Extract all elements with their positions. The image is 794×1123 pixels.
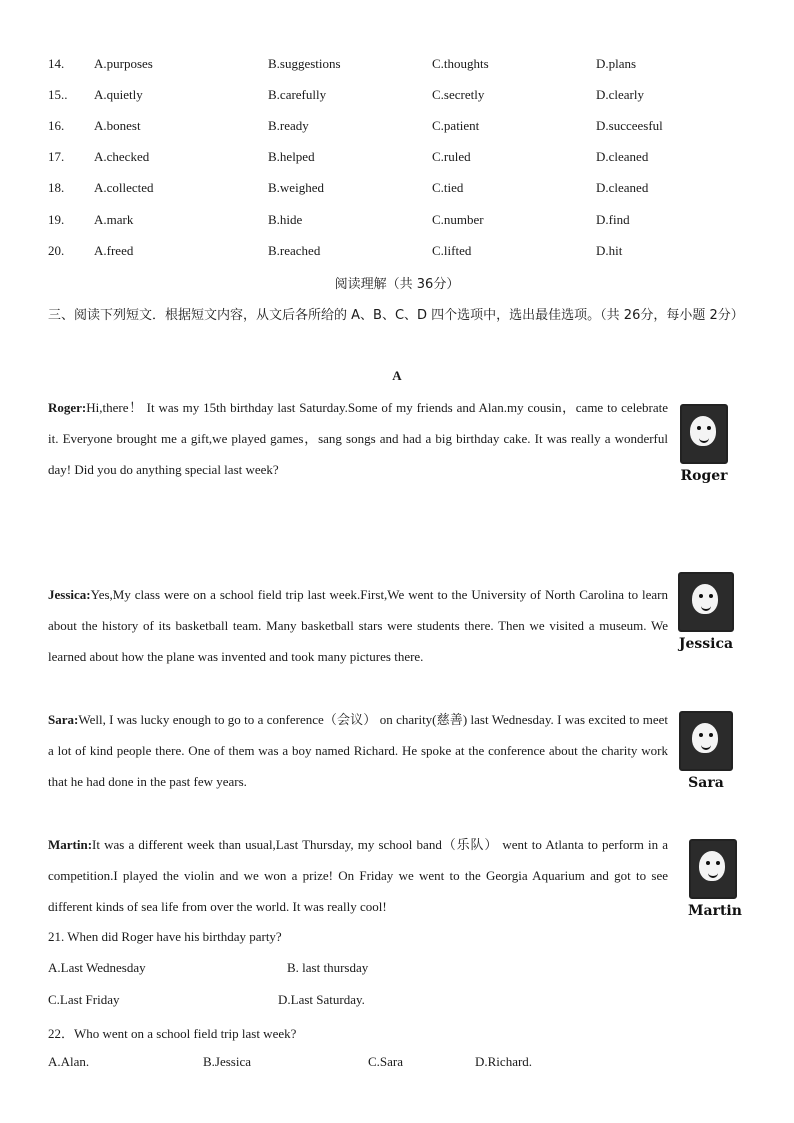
avatar-caption: Jessica: [678, 636, 734, 652]
answer-option-c: C.Last Friday: [48, 992, 120, 1007]
person-icon: [679, 711, 733, 771]
avatar-martin: [688, 839, 742, 919]
person-icon: [689, 839, 737, 899]
question-stem: 22．Who went on a school field trip last week?: [48, 1026, 297, 1041]
speaker-name: Jessica:: [48, 587, 91, 602]
option-d: D.hit: [596, 243, 623, 258]
option-d: D.cleaned: [596, 149, 649, 164]
speaker-name: Sara:: [48, 712, 79, 727]
option-a: A.quietly: [94, 87, 143, 102]
speaker-paragraph: [48, 829, 668, 922]
avatar-roger: [680, 404, 728, 484]
answer-option-d: D.Last Saturday.: [278, 992, 365, 1007]
avatar-caption: Sara: [688, 775, 724, 791]
passage-label: A: [392, 368, 402, 383]
item-number: 15..: [48, 87, 68, 102]
option-a: A.collected: [94, 180, 154, 195]
speaker-paragraph: [48, 704, 668, 797]
option-c: C.patient: [432, 118, 480, 133]
person-icon: [678, 572, 734, 632]
option-c: C.ruled: [432, 149, 471, 164]
option-d: D.succeesful: [596, 118, 663, 133]
avatar-caption: Roger: [680, 468, 728, 484]
cloze-row: [0, 243, 794, 263]
option-b: B.suggestions: [268, 56, 341, 71]
option-c: C.tied: [432, 180, 464, 195]
item-number: 20.: [48, 243, 65, 258]
option-b: B.hide: [268, 212, 303, 227]
question-stem: 21. When did Roger have his birthday party?: [48, 929, 282, 944]
item-number: 16.: [48, 118, 65, 133]
speaker-paragraph: [48, 392, 668, 485]
option-b: B.helped: [268, 149, 315, 164]
item-number: 18.: [48, 180, 65, 195]
answer-option-a: A.Alan.: [48, 1054, 90, 1069]
speaker-text: Well, I was lucky enough to go to a conference（会议） on charity(慈善) last Wednesday. I was excited to meet a lot of kind people there. One of them was a boy named Richard. He spoke at the conference about the charity work that he had done in the past few years.: [48, 712, 668, 789]
option-b: B.carefully: [268, 87, 327, 102]
option-d: D.find: [596, 212, 630, 227]
option-c: C.thoughts: [432, 56, 489, 71]
option-a: A.freed: [94, 243, 134, 258]
answer-option-d: D.Richard.: [475, 1054, 533, 1069]
option-a: A.purposes: [94, 56, 153, 71]
answer-option-b: B.Jessica: [203, 1054, 252, 1069]
person-icon: [680, 404, 728, 464]
speaker-name: Roger:: [48, 400, 87, 415]
avatar-sara: [678, 711, 734, 791]
speaker-paragraph: [48, 579, 668, 672]
cloze-row: [0, 180, 794, 200]
option-b: B.ready: [268, 118, 309, 133]
cloze-row: [0, 87, 794, 107]
option-a: A.mark: [94, 212, 134, 227]
option-d: D.plans: [596, 56, 637, 71]
option-c: C.number: [432, 212, 484, 227]
speaker-text: Hi,there！ It was my 15th birthday last Saturday.Some of my friends and Alan.my cousin，came to celebrate it. Everyone brought me a gift,we played games，sang songs and had a big birthday cake. It was really a wonderful day! Did you do anything special last week?: [48, 400, 668, 477]
cloze-row: [0, 56, 794, 76]
option-d: D.clearly: [596, 87, 645, 102]
avatar-jessica: [676, 572, 736, 652]
speaker-text: Yes,My class were on a school field trip last week.First,We went to the University of North Carolina to learn about the history of its basketball team. Many basketball stars were students there. Then we visited a museum. We learned about how the plane was invented and took many pictures there.: [48, 587, 668, 664]
option-c: C.secretly: [432, 87, 485, 102]
option-b: B.weighed: [268, 180, 324, 195]
answer-option-c: C.Sara: [368, 1054, 404, 1069]
option-d: D.cleaned: [596, 180, 649, 195]
option-c: C.lifted: [432, 243, 472, 258]
speaker-name: Martin:: [48, 837, 93, 852]
speaker-text: It was a different week than usual,Last Thursday, my school band（乐队） went to Atlanta to perform in a competition.I played the violin and we won a prize! On Friday we went to the Georgia Aquarium and got to see different kinds of sea life from over the world. It was really cool!: [48, 837, 668, 914]
cloze-row: [0, 149, 794, 169]
item-number: 19.: [48, 212, 65, 227]
avatar-caption: Martin: [688, 903, 742, 919]
item-number: 14.: [48, 56, 65, 71]
item-number: 17.: [48, 149, 65, 164]
option-a: A.checked: [94, 149, 150, 164]
cloze-row: [0, 118, 794, 138]
answer-option-a: A.Last Wednesday: [48, 960, 146, 975]
option-a: A.bonest: [94, 118, 141, 133]
option-b: B.reached: [268, 243, 321, 258]
answer-option-b: B. last thursday: [287, 960, 369, 975]
section-title: 阅读理解（共 36分）: [334, 277, 460, 292]
cloze-row: [0, 212, 794, 232]
instruction-text: 三、阅读下列短文．根据短文内容，从文后各所给的 A、B、C、D 四个选项中，选出最佳选项。（共 26分，每小题 2分）: [48, 308, 744, 323]
